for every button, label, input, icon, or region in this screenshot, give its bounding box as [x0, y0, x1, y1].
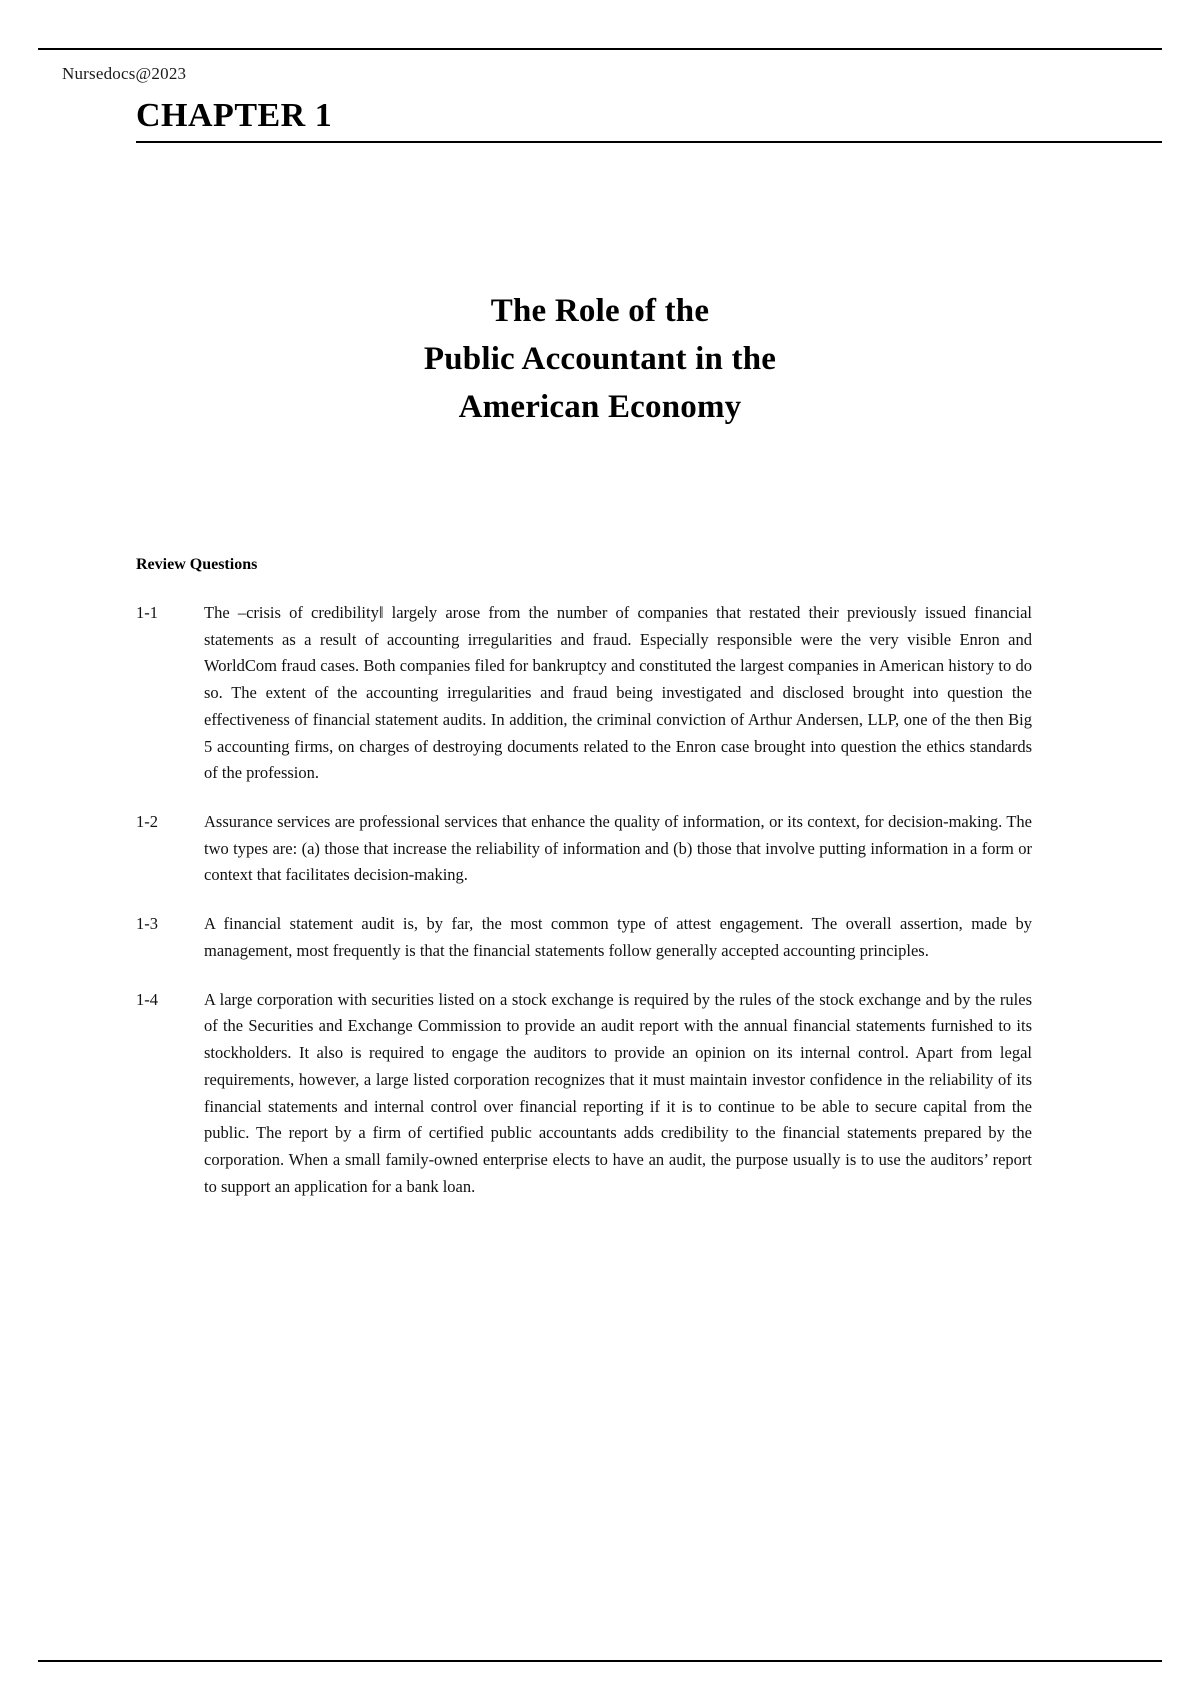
chapter-underline [136, 141, 1162, 143]
watermark-text: Nursedocs@2023 [62, 64, 187, 83]
question-number: 1-2 [136, 812, 158, 832]
chapter-header [136, 96, 1162, 143]
page-title-line-1: The Role of the [490, 293, 710, 329]
footer-rule [38, 1660, 1162, 1662]
list-item [136, 911, 1032, 964]
section-heading-review-questions: Review Questions [136, 556, 258, 573]
page-title [0, 288, 1200, 432]
header-rule [38, 48, 1162, 50]
question-answer-text: The –crisis of credibility‖ largely arose from the number of companies that restated their previously issued financial statements as a result of accounting irregularities and fraud. Especially responsible were the very visible Enron and WorldCom fraud cases. Both companies filed for bankruptcy and constituted the largest companies in American history to do so. The extent of the accounting irregularities and fraud being investigated and disclosed brought into question the effectiveness of financial statement audits. In addition, the criminal conviction of Arthur Andersen, LLP, one of the then Big 5 accounting firms, on charges of destroying documents related to the Enron case brought into question the ethics standards of the profession. [204, 603, 1032, 783]
question-answer-text: A large corporation with securities listed on a stock exchange is required by the rules of the stock exchange and by the rules of the Securities and Exchange Commission to provide an audit report with the annual financial statements furnished to its stockholders. It also is required to engage the auditors to provide an opinion on its internal control. Apart from legal requirements, however, a large listed corporation recognizes that it must maintain investor confidence in the reliability of its financial statements and internal control over financial reporting if it is to continue to be able to secure capital from the public. The report by a firm of certified public accountants adds credibility to the financial statements prepared by the corporation. When a small family-owned enterprise elects to have an audit, the purpose usually is to use the auditors’ report to support an application for a bank loan. [204, 989, 1032, 1196]
list-item [136, 600, 1032, 787]
chapter-label: CHAPTER 1 [136, 97, 333, 134]
question-number: 1-3 [136, 914, 158, 934]
question-answer-text: A financial statement audit is, by far, the most common type of attest engagement. The overall assertion, made by management, most frequently is that the financial statements follow generally accepted accounting principles. [204, 914, 1032, 960]
list-item [136, 987, 1032, 1201]
review-questions-list [136, 600, 1032, 1222]
list-item [136, 809, 1032, 889]
page-title-line-2: Public Accountant in the [423, 340, 777, 377]
page-title-line-3: American Economy [458, 388, 742, 425]
question-number: 1-1 [136, 603, 158, 622]
question-answer-text: Assurance services are professional services that enhance the quality of information, or its context, for decision-making. The two types are: (a) those that increase the reliability of information and (b) those that involve putting information in a form or context that facilitates decision-making. [204, 812, 1032, 885]
question-number: 1-4 [136, 989, 158, 1009]
